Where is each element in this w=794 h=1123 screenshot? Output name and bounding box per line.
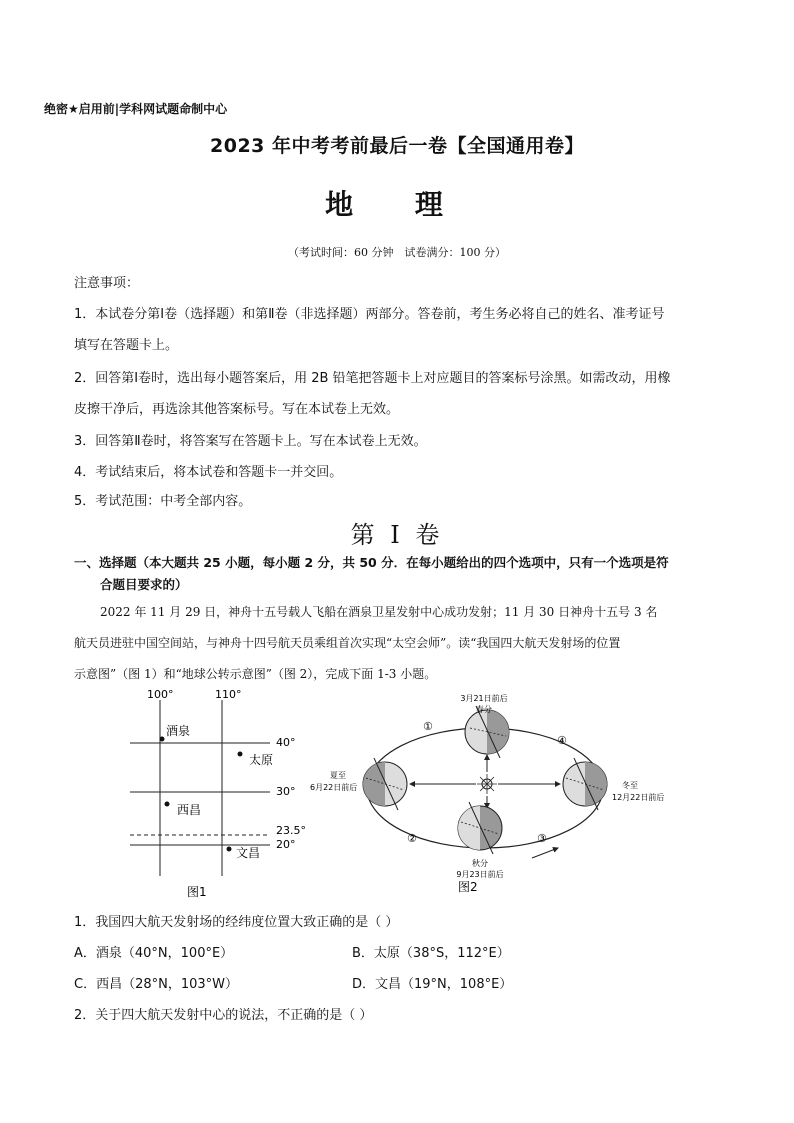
- lat-label: 23.5°: [276, 824, 306, 837]
- lat-label: 30°: [276, 785, 296, 798]
- winter-date: 12月22日前后: [612, 793, 665, 802]
- option-c[interactable]: C．西昌（28°N，103°W）: [74, 977, 239, 992]
- site-label: 酒泉: [166, 724, 191, 738]
- lat-label: 40°: [276, 736, 296, 749]
- spring-date: 3月21日前后: [460, 694, 508, 703]
- site-label: 太原: [249, 753, 274, 767]
- confidential-header: 绝密★启用前|学科网试题命制中心: [44, 102, 228, 116]
- intro-paragraph: 示意图”（图 1）和“地球公转示意图”（图 2），完成下面 1-3 小题。: [74, 667, 437, 681]
- orbit-marker: ②: [407, 832, 417, 845]
- lon-label: 110°: [215, 688, 242, 701]
- orbit-marker: ①: [423, 720, 433, 733]
- notes-item: 皮擦干净后，再选涂其他答案标号。写在本试卷上无效。: [74, 402, 400, 417]
- section-heading-cont: 合题目要求的）: [100, 577, 188, 592]
- option-b[interactable]: B．太原（38°S，112°E）: [352, 946, 510, 961]
- intro-paragraph: 2022 年 11 月 29 日，神舟十五号载人飞船在酒泉卫星发射中心成功发射；11 月 30 日神舟十五号 3 名: [100, 605, 658, 619]
- option-d[interactable]: D．文昌（19°N，108°E）: [352, 977, 513, 992]
- notes-item: 4．考试结束后，将本试卷和答题卡一并交回。: [74, 465, 343, 480]
- site-dot-wenchang: [227, 847, 232, 852]
- intro-paragraph: 航天员进驻中国空间站，与神舟十四号航天员乘组首次实现“太空会师”。读“我国四大航天发射场的位置: [74, 636, 621, 650]
- summer-date: 6月22日前后: [310, 783, 358, 792]
- lat-label: 20°: [276, 838, 296, 851]
- notes-item: 3．回答第Ⅱ卷时，将答案写在答题卡上。写在本试卷上无效。: [74, 434, 427, 449]
- figure1-map: [125, 686, 320, 900]
- earth-summer: [363, 758, 407, 810]
- exam-time-info: （考试时间：60 分钟 试卷满分：100 分）: [288, 246, 506, 259]
- site-label: 西昌: [177, 803, 202, 817]
- notes-item: 1．本试卷分第Ⅰ卷（选择题）和第Ⅱ卷（非选择题）两部分。答卷前，考生务必将自己的姓名、准考证号: [74, 307, 665, 322]
- autumn-date: 9月23日前后: [456, 870, 504, 879]
- question-2: 2．关于四大航天发射中心的说法，不正确的是（ ）: [74, 1008, 373, 1023]
- orbit-marker: ③: [537, 832, 547, 845]
- notes-item: 5．考试范围：中考全部内容。: [74, 494, 252, 509]
- spring-label: 春分: [476, 705, 492, 714]
- sun-icon: [477, 774, 497, 794]
- notes-title: 注意事项：: [74, 276, 140, 291]
- orbit-marker: ④: [557, 734, 567, 747]
- summer-label: 夏至: [330, 771, 346, 780]
- site-dot-xichang: [165, 802, 170, 807]
- option-a[interactable]: A．酒泉（40°N，100°E）: [74, 946, 234, 961]
- exam-title: 2023 年中考考前最后一卷【全国通用卷】: [210, 135, 584, 157]
- section-heading: 一、选择题（本大题共 25 小题，每小题 2 分，共 50 分．在每小题给出的四个选项中，只有一个选项是符: [74, 555, 669, 570]
- earth-autumn: [458, 802, 502, 854]
- site-dot-jiuquan: [160, 737, 165, 742]
- notes-item: 填写在答题卡上。: [74, 338, 179, 353]
- figure2-revolution: [300, 688, 700, 898]
- volume-title: 第 I 卷: [350, 521, 444, 549]
- notes-item: 2．回答第Ⅰ卷时，选出每小题答案后，用 2B 铅笔把答题卡上对应题目的答案标号涂黑。如需改动，用橡: [74, 371, 671, 386]
- question-1: 1．我国四大航天发射场的经纬度位置大致正确的是（ ）: [74, 915, 399, 930]
- figure2-caption: 图2: [458, 880, 478, 894]
- site-label: 文昌: [236, 846, 261, 860]
- site-dot-taiyuan: [238, 752, 243, 757]
- lon-label: 100°: [147, 688, 174, 701]
- subject-title: 地 理: [325, 188, 469, 221]
- earth-winter: [563, 758, 607, 810]
- autumn-label: 秋分: [472, 859, 488, 868]
- winter-label: 冬至: [622, 781, 638, 790]
- figure1-caption: 图1: [187, 885, 207, 899]
